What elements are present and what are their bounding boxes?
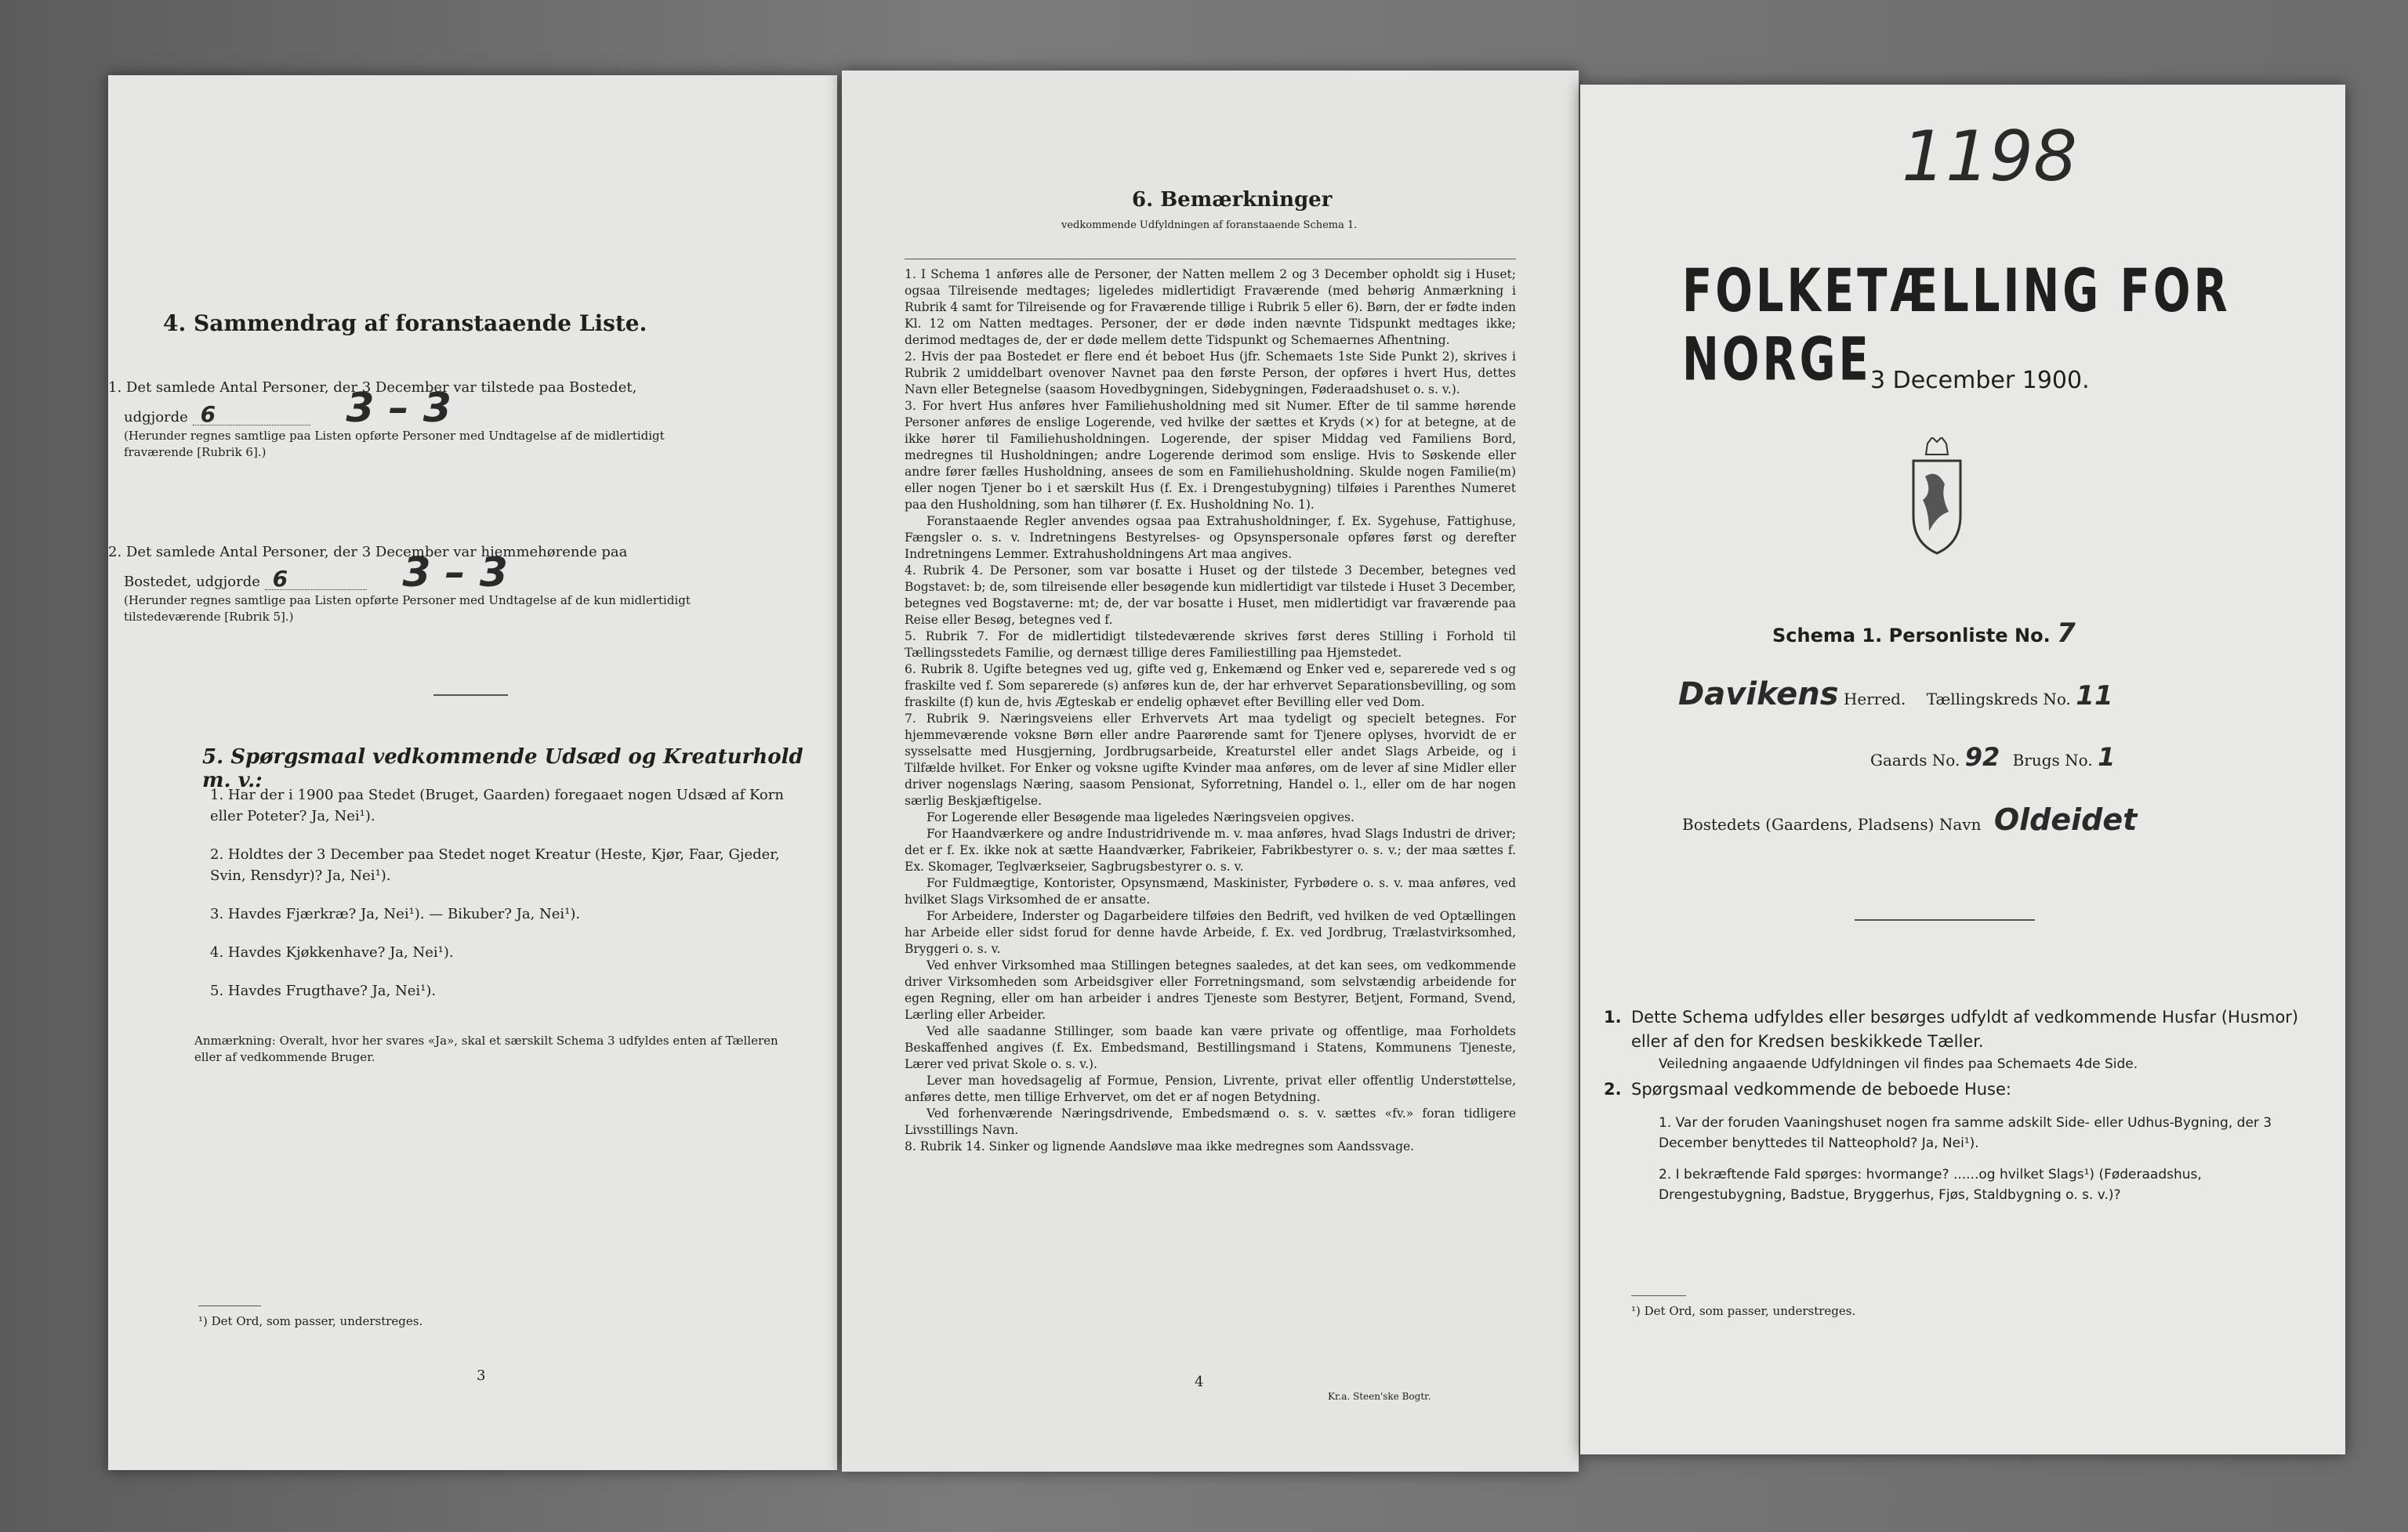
- instruction-1-guide: Veiledning angaaende Udfyldningen vil findes paa Schemaets 4de Side.: [1659, 1056, 2138, 1072]
- brugs-number: 1: [2098, 742, 2116, 772]
- footnote: ¹) Det Ord, som passer, understreges.: [1631, 1304, 1856, 1318]
- remarks-subtitle: vedkommende Udfyldningen af foranstaaende Schema 1.: [1061, 219, 1358, 231]
- instruction-2-1: 1. Var der foruden Vaaningshuset nogen fra samme adskilt Side- eller Udhus-Bygning, der 3 December benyttedes til Natteophold? Ja, Nei¹).: [1659, 1115, 2272, 1151]
- remark-paragraph: For Haandværkere og andre Industridrivende m. v. maa anføres, hvad Slags Industri de driver; det er f. Ex. ikke nok at sætte Haandværker, Fabrikeier, Fabrikbestyrer o. s. v.; der maa sættes f. Ex. Skomager, Teglværkseier, Sagbrugsbestyrer o. s. v.: [905, 827, 1516, 874]
- question-5: 5. Havdes Frugthave? Ja, Nei¹).: [210, 983, 437, 999]
- herred-value: Davikens: [1678, 676, 1839, 712]
- instructions: [1604, 1005, 2309, 1205]
- title: FOLKETÆLLING FOR NORGE: [1682, 257, 2231, 395]
- divider: [433, 694, 508, 696]
- remark-paragraph: 5. Rubrik 7. For de midlertidigt tilstedeværende skrives først deres Stilling i Forhold til Tællingsstedets Familie, og dernæst tillige deres Familiestilling paa Hjemstedet.: [905, 629, 1516, 660]
- remark-paragraph: 7. Rubrik 9. Næringsveiens eller Erhvervets Art maa tydeligt og specielt betegnes. For hjemmeværende voksne Børn eller andre Paarørende samt for Tjenere oplyses, hvorvidt de er sysselsatte med Husgjerning, Jordbrugsarbeide, Kreaturstel eller andet Slags Arbeide, og i Tilfælde hvilket. For Enker og voksne ugifte Kvinder maa anføres, om de lever af sine Midler eller driver nogenslags Næring, saasom Pensionat, Syforretning, Handel o. l., eller om de har nogen særlig Beskjæftigelse.: [905, 712, 1516, 808]
- coat-of-arms-icon: [1906, 437, 1968, 555]
- section-5-title: 5. Spørgsmaal vedkommende Udsæd og Kreaturhold m. v.:: [202, 745, 803, 792]
- remark-paragraph: For Arbeidere, Inderster og Dagarbeidere tilføies den Bedrift, ved hvilken de ved Optællingen har Arbeide eller sidst forud for denne havde Arbeide, f. Ex. ved Jordbrug, Trælastvirksomhed, Bryggeri o. s. v.: [905, 909, 1516, 956]
- instruction-2-number: 2.: [1604, 1080, 1622, 1099]
- page-right: [1580, 85, 2345, 1454]
- page-middle: [842, 71, 1579, 1472]
- gaards-number: 92: [1964, 742, 2000, 772]
- handwritten-number: 1198: [1902, 116, 2077, 197]
- brugs-label: Brugs No.: [2012, 751, 2093, 770]
- bosted-label: Bostedets (Gaardens, Pladsens) Navn: [1682, 815, 1982, 834]
- remark-paragraph: 8. Rubrik 14. Sinker og lignende Aandsløve maa ikke medregnes som Aandssvage.: [905, 1139, 1415, 1154]
- remarks-title: 6. Bemærkninger: [1132, 188, 1333, 212]
- ornament-rule: [1855, 919, 2035, 921]
- kreds-label: Tællingskreds No.: [1926, 690, 2071, 708]
- page-number: 4: [1195, 1374, 1204, 1390]
- remark-paragraph: 2. Hvis der paa Bostedet er flere end ét beboet Hus (jfr. Schemaets 1ste Side Punkt 2), skrives i Rubrik 2 umiddelbart ovenover Navnet paa den første Person, der opføres i hvert Hus, dettes Navn eller Betegnelse (saasom Hovedbygningen, Sidebygningen, Føderaadshuset o. s. v.).: [905, 349, 1516, 397]
- question-3: 3. Havdes Fjærkræ? Ja, Nei¹). — Bikuber? Ja, Nei¹).: [210, 906, 581, 922]
- instruction-2-text: Spørgsmaal vedkommende de beboede Huse:: [1631, 1080, 2011, 1099]
- bosted-line: [1682, 802, 2138, 837]
- summary-item-2-text: 2. Det samlede Antal Personer, der 3 December var hjemmehørende paa: [108, 544, 628, 560]
- instruction-2: [1604, 1077, 2309, 1102]
- summary-item-2-split: 3 – 3: [402, 549, 508, 596]
- remark-paragraph: Foranstaaende Regler anvendes ogsaa paa Extrahusholdninger, f. Ex. Sygehuse, Fattighuse, Fængsler o. s. v. Indretningens Bestyrelses- og Opsynspersonale opføres først og derefter Indretningens Lemmer. Extrahusholdningens Art maa angives.: [905, 514, 1516, 561]
- summary-item-1-total: 6: [193, 404, 310, 426]
- remark-paragraph: Ved forhenværende Næringsdrivende, Embedsmænd o. s. v. sættes «fv.» foran tidligere Livsstillings Navn.: [905, 1106, 1516, 1137]
- remark-paragraph: For Logerende eller Besøgende maa ligeledes Næringsveien opgives.: [927, 810, 1354, 824]
- instruction-1-text: Dette Schema udfyldes eller besørges udfyldt af vedkommende Husfar (Husmor) eller af den for Kredsen beskikkede Tæller.: [1631, 1008, 2299, 1051]
- schema-label: Schema 1. Personliste No.: [1772, 625, 2051, 646]
- summary-item-1-text: 1. Det samlede Antal Personer, der 3 December var tilstede paa Bostedet,: [108, 379, 637, 396]
- page-left: [108, 75, 837, 1470]
- instruction-1-number: 1.: [1604, 1008, 1622, 1027]
- remark-paragraph: Ved enhver Virksomhed maa Stillingen betegnes saaledes, at det kan sees, om vedkommende driver Virksomheden som Arbeidsgiver eller Forretningsmand, som selvstændig arbeidende for egen Regning, eller om han arbeider i andres Tjeneste som Bestyrer, Betjent, Formand, Svend, Lærling eller Arbeider.: [905, 958, 1516, 1022]
- remark-paragraph: 4. Rubrik 4. De Personer, som var bosatte i Huset og der tilstede 3 December, betegnes ved Bogstavet: b; de, som tilreisende eller besøgende kun midlertidigt var tilstede i Huset 3 December, betegnes ved Bogstaverne: mt; de, der var bosatte i Huset, men midlertidigt var fraværende paa Reise eller Besøg, betegnes ved f.: [905, 563, 1516, 627]
- question-4: 4. Havdes Kjøkkenhave? Ja, Nei¹).: [210, 944, 454, 961]
- summary-item-1-note: (Herunder regnes samtlige paa Listen opførte Personer med Undtagelse af de midlertidigt fraværende [Rubrik 6].): [124, 429, 665, 459]
- herred-label: Herred.: [1843, 690, 1906, 708]
- date: 3 December 1900.: [1870, 367, 2090, 394]
- summary-item-2: [108, 541, 727, 625]
- instruction-1: [1604, 1005, 2309, 1054]
- page-number: 3: [477, 1367, 486, 1384]
- remark-paragraph: Ved alle saadanne Stillinger, som baade kan være private og offentlige, maa Forholdets Beskaffenhed angives (f. Ex. Embedsmand, Bestillingsmand i Statens, Kommunens Tjeneste, Lærer ved privat Skole o. s. v.).: [905, 1024, 1516, 1071]
- summary-item-2-note: (Herunder regnes samtlige paa Listen opførte Personer med Undtagelse af de kun midlertidigt tilstedeværende [Rubrik 5].): [124, 593, 691, 624]
- question-list: [210, 784, 790, 1019]
- summary-item-1-split: 3 – 3: [346, 385, 452, 432]
- summary-item-2-total: 6: [265, 568, 367, 590]
- gaards-line: [1870, 742, 2116, 772]
- herred-line: [1678, 676, 2337, 712]
- remark-paragraph: For Fuldmægtige, Kontorister, Opsynsmænd, Maskinister, Fyrbødere o. s. v. maa anføres, ved hvilket Slags Virksomhed de er ansatte.: [905, 876, 1516, 907]
- summary-item-1-label: udgjorde: [124, 409, 188, 426]
- remark-paragraph: Lever man hovedsagelig af Formue, Pension, Livrente, privat eller offentlig Understøttelse, anføres dette, men tillige Erhvervet, om det er af nogen Betydning.: [905, 1074, 1516, 1104]
- schema-number: 7: [2057, 618, 2076, 649]
- printer-mark: Kr.a. Steen'ske Bogtr.: [1328, 1391, 1431, 1402]
- kreds-number: 11: [2076, 680, 2113, 712]
- remark-paragraph: 6. Rubrik 8. Ugifte betegnes ved ug, gifte ved g, Enkemænd og Enker ved e, separerede ved s og fraskilte ved f. Som separerede (s) anføres kun de, der har erhvervet Separationsbevilling, og som fraskilte (f) kun de, hvis Ægteskab er endelig ophævet efter Bevilling eller ved Dom.: [905, 662, 1516, 709]
- annotation-note: Anmærkning: Overalt, hvor her svares «Ja», skal et særskilt Schema 3 udfyldes enten af Tælleren eller af vedkommende Bruger.: [194, 1034, 778, 1064]
- remarks-body: [905, 266, 1516, 1155]
- summary-item-2-label: Bostedet, udgjorde: [124, 574, 260, 590]
- schema-line: [1772, 618, 2076, 649]
- section-4-title: 4. Sammendrag af foranstaaende Liste.: [163, 310, 647, 336]
- question-1: 1. Har der i 1900 paa Stedet (Bruget, Gaarden) foregaaet nogen Udsæd af Korn eller Poteter? Ja, Nei¹).: [210, 787, 784, 824]
- remark-paragraph: 3. For hvert Hus anføres hver Familiehusholdning med sit Numer. Efter de til samme hørende Personer anføres de enslige Logerende, ved hvilke der sættes et Kryds (×) for at betegne, at de ikke hører til Familiehusholdningen. Logerende, der spiser Middag ved Familiens Bord, medregnes til Husholdningen; andre Logerende derimod som enslige. Hvis to Søskende eller andre fører fælles Husholdning, ansees de som en Familiehusholdning. Skulde nogen Familie(m) eller nogen Tjener bo i et særskilt Hus (f. Ex. i Drengestubygning) tilføies i Parenthes Numeret paa den Husholdning, som han tilhører (f. Ex. Husholdning No. 1).: [905, 399, 1516, 512]
- instruction-2-2: 2. I bekræftende Fald spørges: hvormange? ......og hvilket Slags¹) (Føderaadshus, Drengestubygning, Badstue, Bryggerhus, Fjøs, Staldbygning o. s. v.)?: [1659, 1167, 2202, 1203]
- remark-paragraph: 1. I Schema 1 anføres alle de Personer, der Natten mellem 2 og 3 December opholdt sig i Huset; ogsaa Tilreisende medtages; ligeledes midlertidigt Fraværende (med behørig Anmærkning i Rubrik 4 samt for Tilreisende og for Fraværende tillige i Rubrik 5 eller 6). Børn, der er fødte inden Kl. 12 om Natten medtages. Personer, der er døde inden nævnte Tidspunkt medtages ikke; derimod medtages de, der er døde mellem dette Tidspunkt og Schemaernes Afhentning.: [905, 267, 1516, 347]
- bosted-value: Oldeidet: [1993, 802, 2138, 837]
- footnote-rule: [1631, 1295, 1686, 1296]
- gaards-label: Gaards No.: [1870, 751, 1960, 770]
- footnote: ¹) Det Ord, som passer, understreges.: [198, 1314, 423, 1328]
- question-2: 2. Holdtes der 3 December paa Stedet noget Kreatur (Heste, Kjør, Faar, Gjeder, Svin, Rensdyr)? Ja, Nei¹).: [210, 846, 780, 884]
- summary-item-1: [108, 377, 727, 461]
